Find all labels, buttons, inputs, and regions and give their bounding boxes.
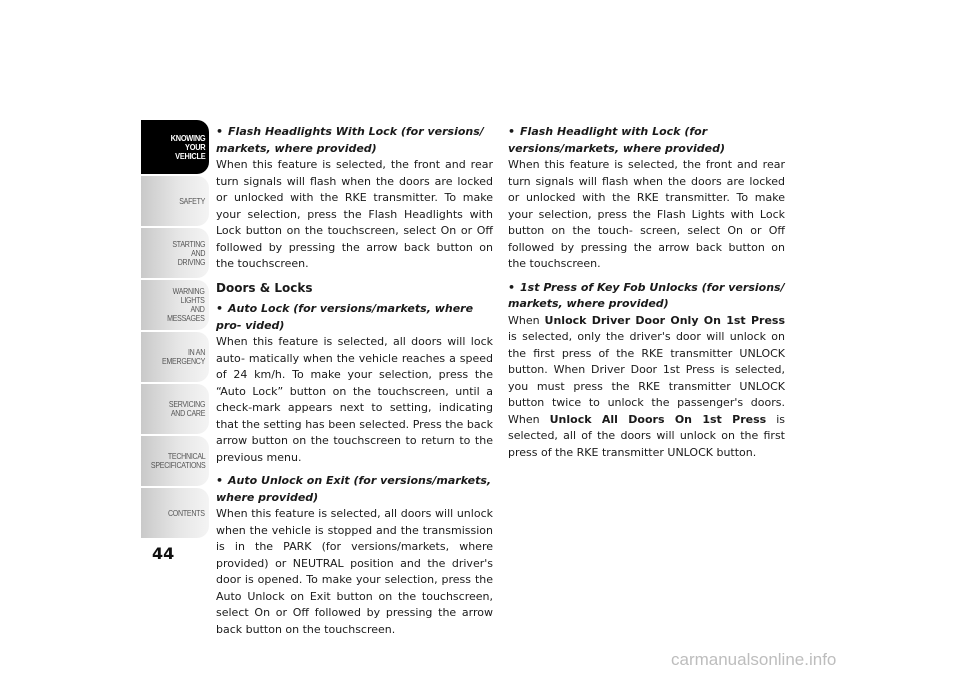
bullet-icon: • <box>508 280 516 294</box>
bullet-heading: • 1st Press of Key Fob Unlocks (for versions/ markets, where provided) <box>508 280 785 310</box>
paragraph: When this feature is selected, the front and rear turn signals will flash when the doors are locked or unlocked with the RKE transmitter. To make your selection, press the Flash Lights with Lock button on the touch- screen, select On or Off followed by pressing the arrow back button on the touchscreen. <box>508 158 785 270</box>
bullet-icon: • <box>216 474 224 487</box>
bullet-heading: • Flash Headlights With Lock (for versions/ markets, where provided) <box>216 125 484 155</box>
bold-setting-name: Unlock All Doors On 1st Press <box>549 412 767 426</box>
tab-servicing-and-care[interactable] <box>141 384 209 434</box>
watermark: carmanualsonline.info <box>671 650 837 669</box>
tab-technical-specifications[interactable] <box>141 436 209 486</box>
paragraph: When Unlock Driver Door Only On 1st Press is selected, only the driver's door will unlock on the first press of the RKE transmitter UNLOCK button. When Driver Door 1st Press is selected, you must press the RKE transmitter UNLOCK button twice to unlock the passenger's doors. When Unlock All Doors On 1st Press is selected, all of the doors will unlock on the first press of the RKE transmitter UNLOCK button. <box>508 313 786 459</box>
tab-label: SAFETY <box>179 196 205 206</box>
tab-starting-and-driving[interactable] <box>141 228 209 278</box>
tab-warning-lights-and-messages[interactable] <box>141 280 209 330</box>
section-heading: Doors & Locks <box>216 280 313 295</box>
bullet-icon: • <box>508 125 516 138</box>
bullet-heading: • Auto Unlock on Exit (for versions/markets, where provided) <box>216 474 492 504</box>
bullet-icon: • <box>216 125 224 138</box>
bullet-heading: • Auto Lock (for versions/markets, where pro- vided) <box>216 302 474 332</box>
paragraph: When this feature is selected, all doors will unlock when the vehicle is stopped and the transmission is in the PARK (for versions/markets, where provided) or NEUTRAL position and the driver's door is opened. To make your selection, press the Auto Unlock on Exit button on the touchscreen, select On or Off followed by pressing the arrow back button on the touchscreen. <box>216 507 493 636</box>
paragraph: When this feature is selected, all doors will lock auto- matically when the vehicle reaches a speed of 24 km/h. To make your selection, press the “Auto Lock” button on the touchscreen, until a check-mark appears next to setting, indicating that the setting has been selected. Press the back arrow button on the touchscreen to return to the previous menu. <box>216 335 493 464</box>
tab-label: WARNING LIGHTS AND MESSAGES <box>167 287 205 323</box>
right-column <box>508 124 785 468</box>
tab-label: STARTING AND DRIVING <box>172 239 205 267</box>
tab-label: KNOWING YOUR VEHICLE <box>170 132 205 161</box>
tab-knowing-your-vehicle[interactable] <box>141 120 209 174</box>
tab-label: CONTENTS <box>168 508 205 518</box>
tab-in-an-emergency[interactable] <box>141 332 209 382</box>
bold-setting-name: Unlock Driver Door Only On 1st Press <box>544 313 786 327</box>
tab-label: SERVICING AND CARE <box>168 400 205 418</box>
left-column <box>216 124 493 645</box>
bullet-icon: • <box>216 302 224 315</box>
page-number: 44 <box>152 544 175 563</box>
tab-label: TECHNICAL SPECIFICATIONS <box>150 452 205 470</box>
paragraph: When this feature is selected, the front and rear turn signals will flash when the doors are locked or unlocked with the RKE transmitter. To make your selection, press the Flash Headlights with Lock button on the touchscreen, select On or Off followed by pressing the arrow back button on the touchscreen. <box>216 158 493 270</box>
tab-contents[interactable] <box>141 488 209 538</box>
tab-label: IN AN EMERGENCY <box>161 348 205 366</box>
tab-safety[interactable] <box>141 176 209 226</box>
bullet-heading: • Flash Headlight with Lock (for versions/markets, where provided) <box>508 125 726 155</box>
